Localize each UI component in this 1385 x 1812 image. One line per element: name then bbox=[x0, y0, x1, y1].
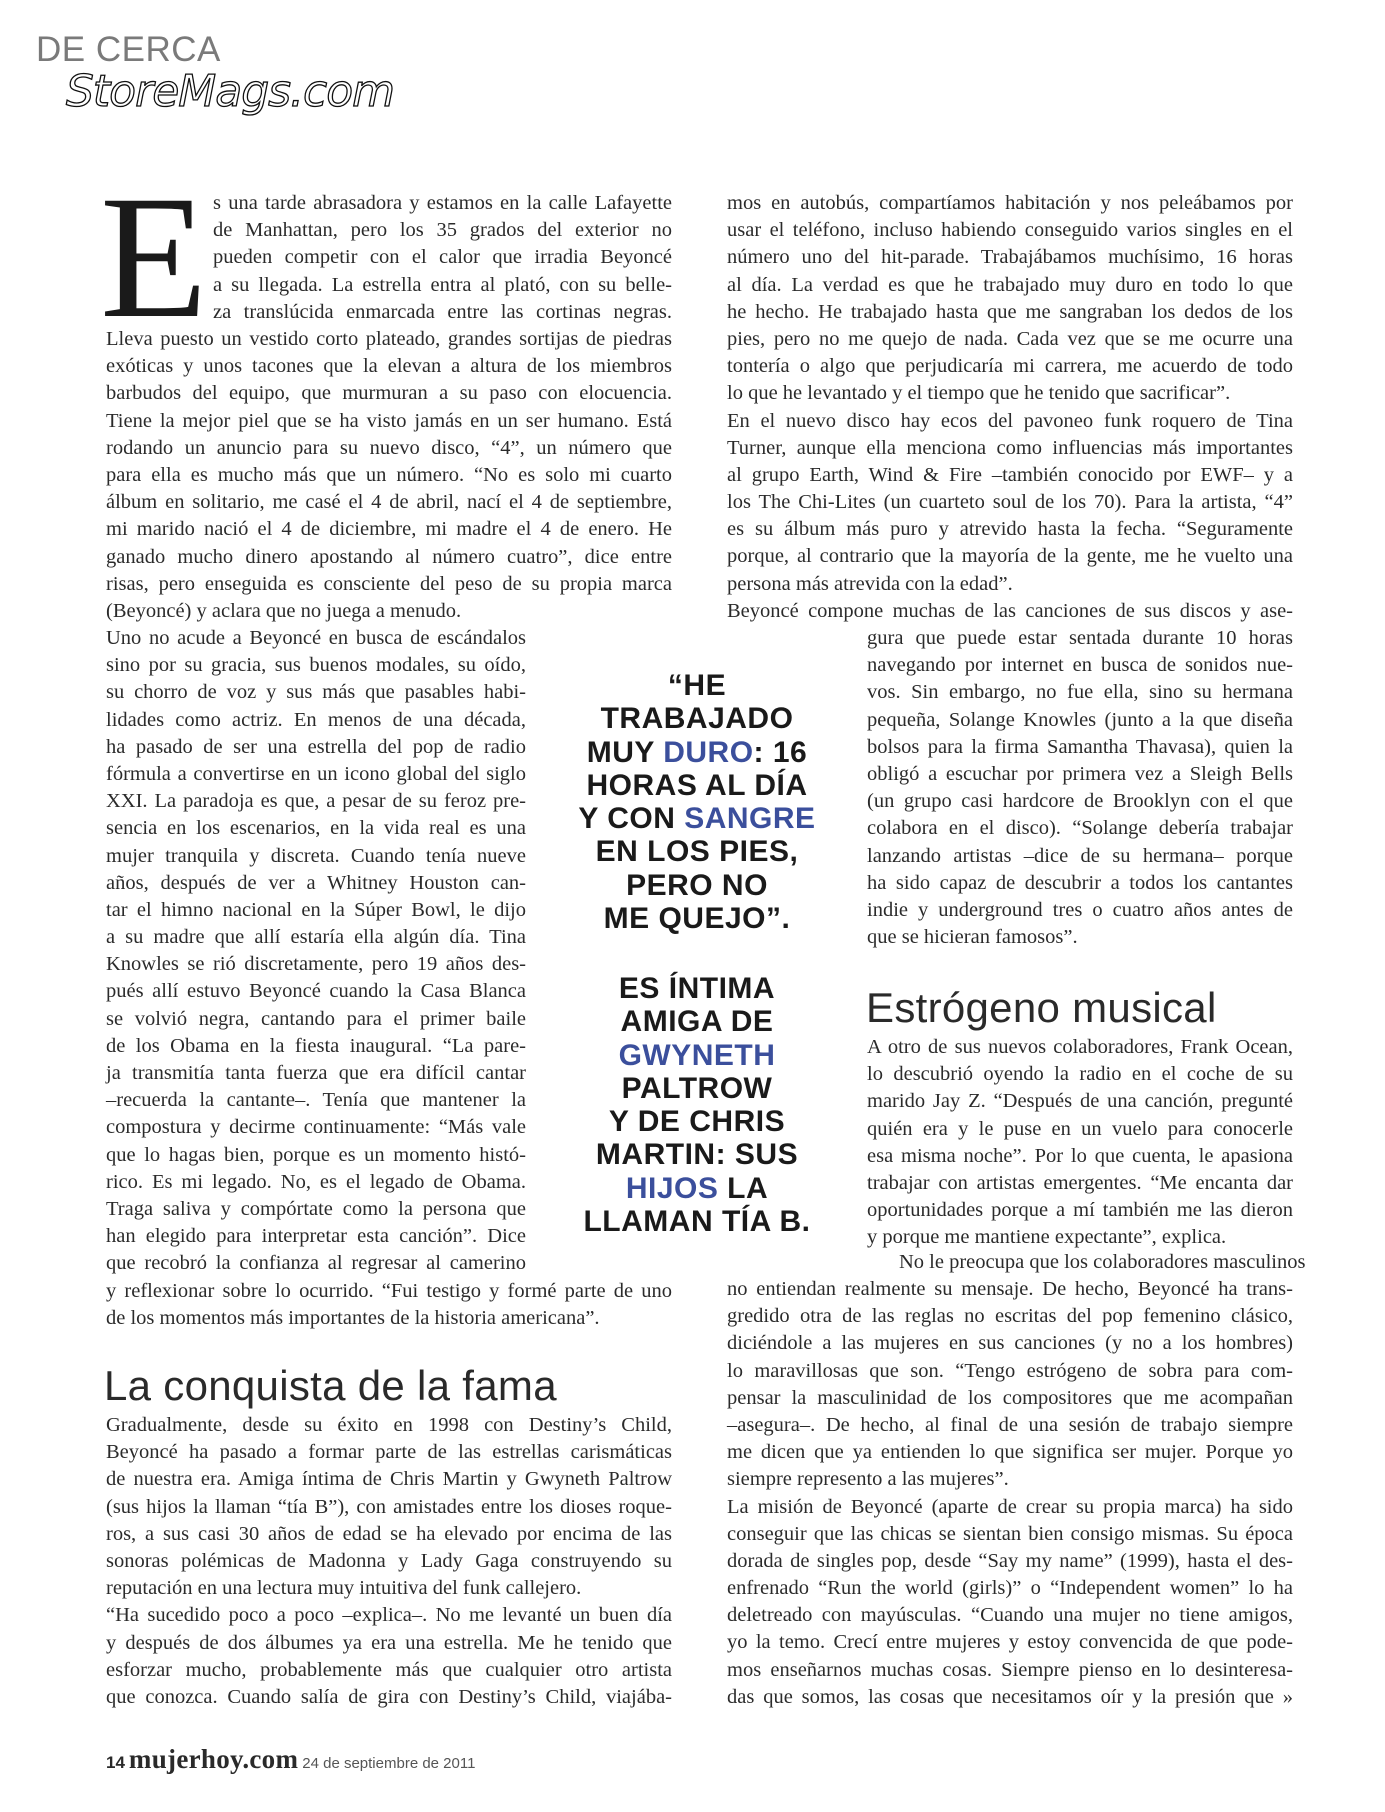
text-line: reputación en una lectura muy intuitiva del funk callejero. bbox=[106, 1577, 582, 1600]
text-line: y porque me mantiene expectante”, explica. bbox=[867, 1226, 1227, 1249]
text-line: (un grupo casi hardcore de Brooklyn con el que bbox=[867, 790, 1293, 813]
pull-quote-line bbox=[566, 702, 828, 735]
text-line: ha pasado de ser una estrella del pop de radio bbox=[106, 735, 526, 758]
text-line: ha sido capaz de descubrir a todos los cantantes bbox=[867, 871, 1293, 894]
text-line: fórmula a convertirse en un icono global del siglo bbox=[106, 762, 526, 785]
text-line: su chorro de voz y sus más que pasables habi- bbox=[106, 681, 526, 704]
text-line: mujer tranquila y discreta. Cuando tenía nueve bbox=[106, 844, 526, 867]
text-line: das que somos, las cosas que necesitamos oír y la presión que » bbox=[727, 1685, 1293, 1708]
quote-text: : 16 bbox=[753, 735, 808, 769]
pull-quote-1 bbox=[566, 669, 828, 935]
text-line: de los Obama en la fiesta inaugural. “La pare- bbox=[106, 1034, 526, 1057]
text-line: barbudos del equipo, que murmuran a su paso con elocuencia. bbox=[106, 382, 672, 405]
text-line: mi marido nació el 4 de diciembre, mi madre el 4 de enero. He bbox=[106, 518, 672, 541]
quote-text: MUY bbox=[586, 735, 664, 769]
text-line: enfrenado “Run the world (girls)” o “Independent women” lo ha bbox=[727, 1577, 1293, 1600]
text-line: pequeña, Solange Knowles (junto a la que diseña bbox=[867, 708, 1293, 731]
text-line: risas, pero enseguida es consciente del peso de su propia marca bbox=[106, 572, 672, 595]
page-footer bbox=[106, 1744, 475, 1775]
pull-quote-line bbox=[566, 1105, 828, 1138]
text-line: los The Chi-Lites (un cuarteto soul de los 70). Para la artista, “4” bbox=[727, 491, 1293, 514]
issue-date: 24 de septiembre de 2011 bbox=[302, 1755, 476, 1772]
text-line: gredido otra de las reglas no escritas del pop femenino clásico, bbox=[727, 1305, 1293, 1328]
pull-quote-line bbox=[566, 1039, 828, 1072]
quote-text: PERO NO bbox=[626, 868, 768, 902]
text-line: ros, a sus casi 30 años de edad se ha elevado por encima de las bbox=[106, 1522, 672, 1545]
page-number: 14 bbox=[106, 1753, 125, 1772]
text-line: mos enseñarnos muchas cosas. Siempre pienso en lo desinteresa- bbox=[727, 1658, 1293, 1681]
quote-text: ME QUEJO”. bbox=[603, 902, 791, 936]
text-line: pies, pero no me quejo de nada. Cada vez que se me ocurre una bbox=[727, 327, 1293, 350]
body-text-col1-part2 bbox=[106, 326, 672, 625]
pull-quote-line bbox=[566, 1205, 828, 1238]
text-line: conseguir que las chicas se sientan bien consigo mismas. Su época bbox=[727, 1522, 1293, 1545]
text-line: he hecho. He trabajado hasta que me sangraban los dedos de los bbox=[727, 300, 1293, 323]
pull-quote-line bbox=[566, 736, 828, 769]
text-line: bolsos para la firma Samantha Thavasa), quien la bbox=[867, 735, 1293, 758]
quote-text: TRABAJADO bbox=[600, 702, 794, 736]
pull-quote-line bbox=[566, 769, 828, 802]
text-line: han elegido para interpretar esta canción”. Dice bbox=[106, 1225, 526, 1248]
text-line: En el nuevo disco hay ecos del pavoneo funk roquero de Tina bbox=[727, 409, 1293, 432]
text-line: y reflexionar sobre lo ocurrido. “Fui testigo y formé parte de uno bbox=[106, 1280, 672, 1302]
text-line: tar el himno nacional en la Súper Bowl, le dijo bbox=[106, 898, 526, 921]
text-line: de nuestra era. Amiga íntima de Chris Martin y Gwyneth Paltrow bbox=[106, 1468, 672, 1491]
text-line: No le preocupa que los colaboradores masculinos bbox=[899, 1251, 1306, 1273]
text-line: navegando por internet en busca de sonidos nue- bbox=[867, 654, 1293, 677]
text-line: lanzando artistas –dice de su hermana– porque bbox=[867, 844, 1293, 867]
text-line: me dicen que ya entienden lo que significa ser mujer. Porque yo bbox=[727, 1441, 1293, 1464]
text-line: Beyoncé ha pasado a formar parte de las estrellas carismáticas bbox=[106, 1441, 672, 1464]
text-line: pensar la masculinidad de los compositores que me acompañan bbox=[727, 1386, 1293, 1409]
body-text-col1-conquista bbox=[106, 1412, 672, 1711]
text-line: trabajar con artistas emergentes. “Me encanta dar bbox=[867, 1171, 1293, 1194]
text-line: –recuerda la cantante–. Tenía que mantener la bbox=[106, 1089, 526, 1112]
pull-quote-line bbox=[566, 669, 828, 702]
text-line: mos en autobús, compartíamos habitación y nos peleábamos por bbox=[727, 192, 1293, 214]
text-line: lo descubrió oyendo la radio en el coche de su bbox=[867, 1063, 1293, 1086]
text-line: za translúcida enmarcada entre las cortinas negras. bbox=[213, 300, 672, 323]
text-line: Tiene la mejor piel que se ha visto jamás en un ser humano. Está bbox=[106, 409, 672, 432]
pull-quote-line bbox=[566, 902, 828, 935]
text-line: “Ha sucedido poco a poco –explica–. No me levanté un buen día bbox=[106, 1604, 672, 1627]
text-line: gura que puede estar sentada durante 10 horas bbox=[867, 627, 1293, 649]
text-line: Turner, aunque ella menciona como influencias más importantes bbox=[727, 436, 1293, 459]
text-line: y después de dos álbumes ya era una estrella. Me he tenido que bbox=[106, 1631, 672, 1654]
body-text-col2-estrogeno bbox=[867, 1034, 1293, 1252]
text-line: al grupo Earth, Wind & Fire –también conocido por EWF– y a bbox=[727, 463, 1293, 486]
highlight-word: HIJOS bbox=[625, 1171, 719, 1205]
quote-text: MARTIN: SUS bbox=[595, 1138, 799, 1172]
text-line: pueden competir con el calor que irradia Beyoncé bbox=[213, 246, 672, 269]
text-line: pués allí estuvo Beyoncé cuando la Casa Blanca bbox=[106, 980, 526, 1003]
body-text-col2-bottom bbox=[727, 1276, 1293, 1711]
subheading-la-conquista: La conquista de la fama bbox=[104, 1362, 557, 1409]
text-line: es su álbum más puro y atrevido hasta la fecha. “Seguramente bbox=[727, 518, 1293, 541]
body-text-col1-narrow bbox=[106, 625, 526, 1278]
text-line: obligó a escuchar por primera vez a Sleigh Bells bbox=[867, 762, 1293, 785]
text-line: se volvió negra, cantando para el primer baile bbox=[106, 1007, 526, 1030]
text-line: que recobró la confianza al regresar al camerino bbox=[106, 1252, 526, 1275]
text-line: álbum en solitario, me casé el 4 de abril, nací el 4 de septiembre, bbox=[106, 491, 672, 514]
watermark: StoreMags.com bbox=[66, 66, 394, 117]
highlight-word: SANGRE bbox=[684, 802, 816, 836]
pull-quote-line bbox=[566, 802, 828, 835]
text-line: Lleva puesto un vestido corto plateado, grandes sortijas de piedras bbox=[106, 328, 672, 350]
text-line: lo maravillosas que son. “Tengo estrógeno de sobra para com- bbox=[727, 1359, 1293, 1382]
text-line: Uno no acude a Beyoncé en busca de escándalos bbox=[106, 627, 526, 649]
highlight-word: DURO bbox=[663, 735, 754, 769]
text-line: oportunidades porque a mí también me las dieron bbox=[867, 1199, 1293, 1222]
text-line: esforzar mucho, probablemente más que cualquier otro artista bbox=[106, 1658, 672, 1681]
pull-quote-line bbox=[566, 1138, 828, 1171]
text-line: exóticas y unos tacones que la elevan a altura de los miembros bbox=[106, 355, 672, 378]
text-line: sencia en los escenarios, en la vida real es una bbox=[106, 817, 526, 840]
quote-text: AMIGA DE bbox=[620, 1005, 774, 1039]
text-line: marido Jay Z. “Después de una canción, pregunté bbox=[867, 1090, 1293, 1113]
text-line: número uno del hit-parade. Trabajábamos muchísimo, 16 horas bbox=[727, 246, 1293, 269]
text-line: –asegura–. De hecho, al final de una sesión de trabajo siempre bbox=[727, 1413, 1293, 1436]
text-line: esa misma noche”. Por lo que cuenta, le apasiona bbox=[867, 1144, 1293, 1167]
body-text-col1-intro bbox=[213, 190, 672, 326]
quote-text: PALTROW bbox=[621, 1071, 773, 1105]
quote-text: “HE bbox=[667, 669, 727, 702]
text-line: persona más atrevida con la edad”. bbox=[727, 572, 1013, 595]
drop-cap: E bbox=[100, 160, 208, 355]
text-line: Knowles se rió discretamente, pero 19 años des- bbox=[106, 953, 526, 976]
text-line: años, después de ver a Whitney Houston can- bbox=[106, 871, 526, 894]
text-line: rodando un anuncio para su nuevo disco, “4”, un número que bbox=[106, 436, 672, 459]
pull-quote-line bbox=[566, 1005, 828, 1038]
subheading-estrogeno: Estrógeno musical bbox=[866, 984, 1217, 1031]
text-line: deletreado con mayúsculas. “Cuando una mujer no tiene amigos, bbox=[727, 1604, 1293, 1627]
text-line: indie y underground tres o cuatro años antes de bbox=[867, 898, 1293, 921]
pull-quote-line bbox=[566, 869, 828, 902]
text-line: porque, al contrario que la mayoría de la gente, me he vuelto una bbox=[727, 545, 1293, 568]
text-line: (Beyoncé) y aclara que no juega a menudo. bbox=[106, 599, 462, 622]
highlight-word: GWYNETH bbox=[618, 1038, 776, 1072]
quote-text: HORAS AL DÍA bbox=[586, 768, 808, 802]
text-line: Gradualmente, desde su éxito en 1998 con Destiny’s Child, bbox=[106, 1414, 672, 1436]
text-line: a su madre que allí estaría ella algún día. Tina bbox=[106, 926, 526, 949]
quote-text: Y CON bbox=[578, 802, 685, 836]
body-text-col2-indent bbox=[899, 1249, 1306, 1276]
text-line: A otro de sus nuevos colaboradores, Frank Ocean, bbox=[867, 1036, 1293, 1058]
text-line: s una tarde abrasadora y estamos en la calle Lafayette bbox=[213, 192, 672, 214]
text-line: ganado mucho dinero apostando al número cuatro”, dice entre bbox=[106, 545, 672, 568]
text-line: usar el teléfono, incluso habiendo conseguido varios singles en el bbox=[727, 219, 1293, 242]
pull-quote-line bbox=[566, 1172, 828, 1205]
text-line: lidades como actriz. En menos de una década, bbox=[106, 708, 526, 731]
text-line: de los momentos más importantes de la historia americana”. bbox=[106, 1307, 600, 1330]
pull-quote-line bbox=[566, 1072, 828, 1105]
text-line: (sus hijos la llaman “tía B”), con amistades entre los dioses roque- bbox=[106, 1495, 672, 1518]
text-line: compostura y decirme continuamente: “Más vale bbox=[106, 1116, 526, 1139]
quote-text: EN LOS PIES, bbox=[595, 835, 799, 869]
text-line: lo que he levantado y el tiempo que he tenido que sacrificar”. bbox=[727, 382, 1231, 405]
text-line: sino por su gracia, sus buenos modales, su oído, bbox=[106, 654, 526, 677]
text-line: ja transmitía tanta fuerza que era difícil cantar bbox=[106, 1062, 526, 1084]
text-line: Beyoncé compone muchas de las canciones de sus discos y ase- bbox=[727, 599, 1293, 622]
text-line: no entiendan realmente su mensaje. De hecho, Beyoncé ha trans- bbox=[727, 1278, 1293, 1300]
text-line: tontería o algo que perjudicaría mi carrera, me acuerdo de todo bbox=[727, 355, 1293, 378]
text-line: siempre represento a las mujeres”. bbox=[727, 1468, 1009, 1491]
text-line: yo la temo. Crecí entre mujeres y estoy convencida de que pode- bbox=[727, 1631, 1293, 1654]
quote-text: LLAMAN TÍA B. bbox=[583, 1205, 811, 1239]
text-line: vos. Sin embargo, no fue ella, sino su hermana bbox=[867, 681, 1293, 704]
pull-quote-line bbox=[566, 972, 828, 1005]
pull-quote-line bbox=[566, 835, 828, 868]
text-line: diciéndole a las mujeres en sus canciones (y no a los hombres) bbox=[727, 1332, 1293, 1355]
body-text-col2-top bbox=[727, 190, 1293, 625]
text-line: que conozca. Cuando salía de gira con Destiny’s Child, viajába- bbox=[106, 1685, 672, 1708]
pull-quote-2 bbox=[566, 972, 828, 1238]
text-line: colabora en el disco). “Solange debería trabajar bbox=[867, 817, 1293, 840]
text-line: quién era y le puse en un vuelo para conocerle bbox=[867, 1117, 1293, 1140]
quote-text: ES ÍNTIMA bbox=[618, 972, 776, 1005]
text-line: XXI. La paradoja es que, a pesar de su feroz pre- bbox=[106, 790, 526, 813]
text-line: dorada de singles pop, desde “Say my name” (1999), hasta el des- bbox=[727, 1549, 1293, 1572]
text-line: Traga saliva y compórtate como la persona que bbox=[106, 1197, 526, 1220]
body-text-col1-part4 bbox=[106, 1278, 672, 1332]
section-label: DE CERCA bbox=[36, 30, 221, 69]
text-line: a su llegada. La estrella entra al plató, con su belle- bbox=[213, 273, 672, 296]
site-name: mujerhoy.com bbox=[128, 1744, 299, 1774]
text-line: sonoras polémicas de Madonna y Lady Gaga construyendo su bbox=[106, 1549, 672, 1572]
quote-text: Y DE CHRIS bbox=[608, 1105, 786, 1139]
text-line: que se hicieran famosos”. bbox=[867, 926, 1078, 949]
text-line: para ella es mucho más que un número. “No es solo mi cuarto bbox=[106, 463, 672, 486]
quote-text: LA bbox=[718, 1171, 769, 1205]
text-line: de Manhattan, pero los 35 grados del exterior no bbox=[213, 219, 672, 242]
body-text-col2-narrow bbox=[867, 625, 1293, 951]
text-line: que lo hagas bien, porque es un momento histó- bbox=[106, 1143, 526, 1166]
text-line: rico. Es mi legado. No, es el legado de Obama. bbox=[106, 1170, 526, 1193]
text-line: La misión de Beyoncé (aparte de crear su propia marca) ha sido bbox=[727, 1495, 1293, 1518]
text-line: al día. La verdad es que he trabajado muy duro en todo lo que bbox=[727, 273, 1293, 296]
